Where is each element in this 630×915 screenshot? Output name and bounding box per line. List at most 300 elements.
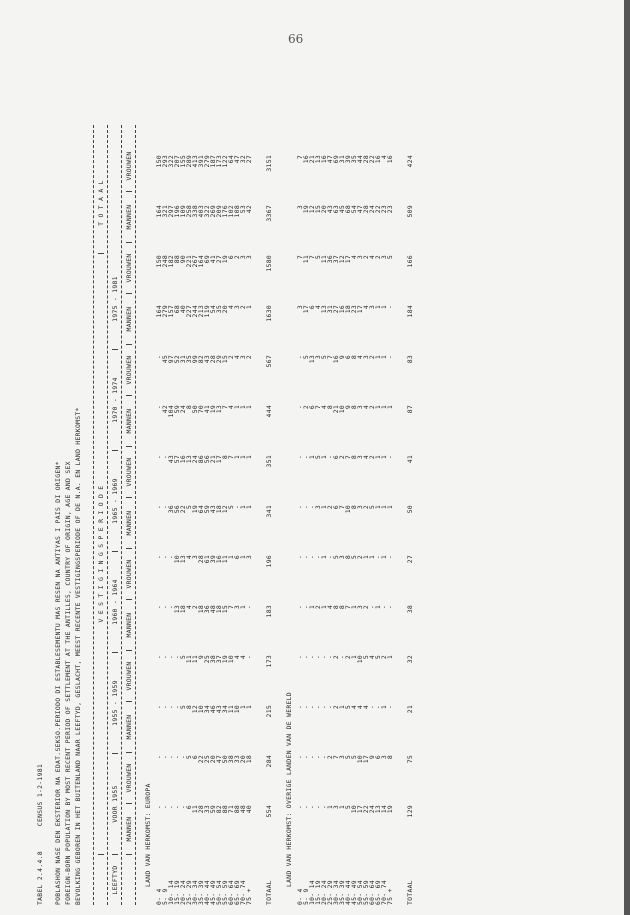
table-cell: 13 [215, 405, 223, 414]
table-cell: 5 [344, 755, 352, 760]
table-cell: 23 [386, 205, 394, 214]
table-cell: 6 [332, 505, 340, 510]
table-cell: 45 [338, 205, 346, 214]
table-cell: 41 [203, 405, 211, 414]
table-cell: 97 [167, 355, 175, 364]
table-cell: 2 [380, 655, 388, 660]
table-caption [37, 125, 43, 905]
table-cell: 1 [374, 505, 382, 510]
table-cell: - [302, 805, 310, 810]
table-cell: 2 [191, 605, 199, 610]
table-cell: - [374, 555, 382, 560]
table-cell: 1 [308, 605, 316, 610]
table-cell: 48 [209, 605, 217, 614]
header-rule [135, 125, 136, 905]
table-cell: - [296, 805, 304, 810]
table-cell: 16 [332, 355, 340, 364]
table-cell: 297 [167, 205, 175, 218]
period-header: 1965 - 1969 [112, 451, 118, 552]
table-body [145, 125, 413, 905]
period-header: 1975 - 1981 [112, 249, 118, 350]
table-cell: 2 [338, 455, 346, 460]
table-cell: - [161, 505, 169, 510]
total-cell: 184 [406, 305, 414, 318]
table-cell: 47 [326, 155, 334, 164]
age-label: 10- 14 [308, 880, 316, 905]
table-cell: - [326, 455, 334, 460]
table-cell: - [296, 655, 304, 660]
table-cell: 4 [185, 605, 193, 610]
table-id: TABEL 2.4.4.8 [36, 851, 44, 905]
table-cell: 3 [368, 305, 376, 310]
age-label: 70- 74 [239, 880, 247, 905]
table-cell: - [161, 705, 169, 710]
table-cell: 64 [197, 505, 205, 514]
age-label: 55- 59 [221, 880, 229, 905]
table-cell: - [308, 755, 316, 760]
table-cell: - [167, 655, 175, 660]
table-cell: 3 [356, 255, 364, 260]
table-cell: 47 [356, 205, 364, 214]
table-cell: 8 [350, 455, 358, 460]
table-cell: - [302, 655, 310, 660]
table-cell: 17 [215, 455, 223, 464]
table-cell: 13 [179, 555, 187, 564]
table-cell: - [326, 555, 334, 560]
table-cell: - [179, 805, 187, 810]
table-cell: - [179, 755, 187, 760]
table-cell: - [326, 655, 334, 660]
table-cell: - [314, 705, 322, 710]
age-label: 40- 44 [344, 880, 352, 905]
table-cell: 1 [338, 705, 346, 710]
table-cell: 3 [356, 405, 364, 410]
sex-header: VROUWEN [126, 753, 132, 804]
table-cell: 3 [356, 505, 364, 510]
table-cell: 119 [203, 305, 211, 318]
table-cell: 69 [203, 255, 211, 264]
table-cell: 36 [167, 505, 175, 514]
table-cell: 1 [380, 705, 388, 710]
age-label: 20- 24 [179, 880, 187, 905]
table-cell: - [155, 655, 163, 660]
table-cell: 176 [221, 205, 229, 218]
total-cell: 166 [406, 255, 414, 268]
table-cell: 108 [233, 205, 241, 218]
age-label: 50- 54 [356, 880, 364, 905]
table-cell: 1 [350, 605, 358, 610]
table-cell: 4 [314, 305, 322, 310]
table-cell: - [386, 555, 394, 560]
table-cell: - [167, 555, 175, 560]
table-cell: 13 [314, 155, 322, 164]
table-cell: 11 [185, 655, 193, 664]
table-cell: 8 [332, 605, 340, 610]
table-cell: 33 [233, 755, 241, 764]
table-cell: 16 [215, 555, 223, 564]
total-cell: 3151 [265, 155, 273, 172]
table-cell: 52 [173, 355, 181, 364]
table-cell: 322 [203, 205, 211, 218]
total-cell: 444 [265, 405, 273, 418]
table-cell: 17 [344, 255, 352, 264]
table-cell: 28 [209, 355, 217, 364]
table-cell: 213 [197, 305, 205, 318]
table-cell: 20 [209, 755, 217, 764]
table-cell: 54 [350, 205, 358, 214]
total-cell: 284 [265, 755, 273, 768]
table-cell: 17 [362, 755, 370, 764]
table-cell: 22 [362, 805, 370, 814]
table-cell: 40 [179, 305, 187, 314]
table-cell: 47 [233, 155, 241, 164]
total-cell: 1580 [265, 255, 273, 272]
header-group-row [96, 125, 105, 905]
age-label: 10- 14 [167, 880, 175, 905]
table-cell: 12 [308, 205, 316, 214]
table-cell: 10 [233, 705, 241, 714]
table-cell: 1 [245, 455, 253, 460]
table-cell: - [167, 605, 175, 610]
table-cell: 69 [332, 155, 340, 164]
table-cell: - [374, 705, 382, 710]
page-number: 66 [288, 32, 304, 46]
table-cell: 40 [245, 805, 253, 814]
sex-header: MANNEN [126, 600, 132, 651]
table-cell: 5 [179, 655, 187, 660]
table-cell: 1 [380, 355, 388, 360]
table-cell: 4 [239, 655, 247, 660]
total-cell: 3367 [265, 205, 273, 222]
table-cell: 90 [179, 255, 187, 264]
table-cell: - [155, 455, 163, 460]
table-cell: 3 [233, 605, 241, 610]
table-cell: 5 [179, 705, 187, 710]
table-cell: 258 [185, 205, 193, 218]
table-cell: 8 [221, 455, 229, 460]
sex-header: VROUWEN [126, 345, 132, 396]
table-cell: 413 [191, 155, 199, 168]
table-cell: - [155, 605, 163, 610]
table-cell: 3 [338, 755, 346, 760]
table-cell: 7 [221, 405, 229, 410]
table-cell: - [338, 655, 346, 660]
table-cell: 1 [308, 455, 316, 460]
table-cell: - [308, 505, 316, 510]
table-cell: 164 [155, 205, 163, 218]
age-label: 40- 44 [203, 880, 211, 905]
sex-header: MANNEN [126, 294, 132, 345]
table-cell: 50 [221, 755, 229, 764]
table-cell: 11 [221, 555, 229, 564]
table-cell: 1 [374, 405, 382, 410]
table-cell: 7 [344, 455, 352, 460]
table-cell: 41 [209, 255, 217, 264]
table-cell: - [308, 805, 316, 810]
table-cell: - [161, 655, 169, 660]
table-cell: - [167, 705, 175, 710]
table-cell: - [314, 555, 322, 560]
table-cell: - [296, 705, 304, 710]
age-label: 60- 64 [368, 880, 376, 905]
table-cell: - [302, 605, 310, 610]
table-cell: 244 [191, 305, 199, 318]
table-cell: 207 [173, 155, 181, 168]
table-cell: 2 [368, 405, 376, 410]
table-cell: 2 [344, 655, 352, 660]
title-english: FOREIGN-BORN POPULATION BY MOST RECENT PERIOD OF SETTLEMENT AT THE ANTILLES, COUNTRY OF ORIGIN, AGE AND SEX [64, 461, 72, 905]
table-row [387, 125, 393, 905]
table-cell: 4 [362, 305, 370, 310]
table-cell: 10 [344, 505, 352, 514]
table-cell: 17 [302, 305, 310, 314]
table-cell: 1 [350, 655, 358, 660]
table-cell: 3 [296, 305, 304, 310]
total-cell: 27 [406, 555, 414, 564]
table-cell: 5 [320, 355, 328, 360]
table-cell: 104 [167, 405, 175, 418]
table-cell: 5 [332, 555, 340, 560]
table-cell: 7 [344, 605, 352, 610]
table-cell: 2 [326, 755, 334, 760]
total-cell: 351 [265, 455, 273, 468]
table-cell: 50 [191, 405, 199, 414]
total-cell: 509 [406, 205, 414, 218]
table-cell: 5 [386, 255, 394, 260]
total-label: TOTAAL [406, 880, 414, 905]
age-label: 20- 24 [320, 880, 328, 905]
table-cell: - [386, 305, 394, 310]
table-cell: 1 [320, 455, 328, 460]
section-title: LAND VAN HERKOMST: OVERIGE LANDEN VAN DE WERELD [285, 692, 293, 887]
table-cell: 1 [380, 505, 388, 510]
table-cell: 2 [245, 355, 253, 360]
table-cell: 403 [197, 205, 205, 218]
table-cell: 17 [356, 305, 364, 314]
table-cell: 59 [173, 405, 181, 414]
total-cell: 32 [406, 655, 414, 664]
table-cell: 109 [179, 205, 187, 218]
table-cell: 21 [209, 455, 217, 464]
table-cell: 8 [386, 755, 394, 760]
table-cell: 9 [338, 355, 346, 360]
table-cell: 33 [203, 805, 211, 814]
table-cell: 25 [203, 655, 211, 664]
table-cell: 19 [191, 505, 199, 514]
table-cell: 150 [155, 155, 163, 168]
total-cell: 183 [265, 605, 273, 618]
table-cell: 36 [203, 605, 211, 614]
table-cell: - [155, 355, 163, 360]
table-cell: 2 [362, 605, 370, 610]
table-cell: - [155, 505, 163, 510]
total-cell: 173 [265, 655, 273, 668]
table-cell: - [155, 405, 163, 410]
table-cell: 8 [185, 705, 193, 710]
table-cell: 321 [161, 205, 169, 218]
table-cell: - [161, 455, 169, 460]
table-cell: 14 [380, 805, 388, 814]
table-cell: 4 [320, 405, 328, 410]
table-cell: 68 [344, 205, 352, 214]
table-cell: 155 [179, 155, 187, 168]
table-cell: 42 [161, 405, 169, 414]
table-cell: 1 [386, 505, 394, 510]
table-cell: 227 [185, 305, 193, 318]
table-cell: 88 [173, 255, 181, 264]
total-cell: 196 [265, 555, 273, 568]
table-cell: 2 [302, 405, 310, 410]
table-cell: - [386, 455, 394, 460]
table-cell: 11 [302, 255, 310, 264]
table-cell: 11 [191, 805, 199, 814]
table-cell: - [161, 755, 169, 760]
table-cell: 1 [245, 505, 253, 510]
age-label: 65- 69 [233, 880, 241, 905]
table-cell: 2 [227, 355, 235, 360]
table-cell: - [320, 755, 328, 760]
table-cell: 45 [161, 355, 169, 364]
table-cell: 23 [380, 205, 388, 214]
table-cell: 2 [314, 605, 322, 610]
table-cell: 248 [161, 255, 169, 268]
table-cell: 43 [215, 705, 223, 714]
table-cell: 25 [203, 755, 211, 764]
table-cell: 122 [221, 155, 229, 168]
table-cell: 9 [197, 655, 205, 660]
table-cell: 27 [332, 305, 340, 314]
header-rule [107, 125, 108, 905]
table-cell: 150 [155, 255, 163, 268]
table-cell: 8 [350, 505, 358, 510]
total-label: TOTAAL [265, 880, 273, 905]
rotated-table-page [25, 125, 465, 905]
table-cell: 48 [239, 805, 247, 814]
table-cell: 5 [350, 755, 358, 760]
age-label: 15- 19 [314, 880, 322, 905]
table-cell: - [326, 705, 334, 710]
table-cell: 27 [245, 155, 253, 164]
table-cell: 20 [320, 205, 328, 214]
table-cell: - [386, 705, 394, 710]
table-row [246, 125, 252, 905]
sex-header: MANNEN [126, 498, 132, 549]
sex-header: VROUWEN [126, 549, 132, 600]
table-cell: 3 [338, 555, 346, 560]
total-cell: 41 [406, 455, 414, 464]
table-cell: 1 [368, 555, 376, 560]
table-cell: 6 [233, 555, 241, 560]
table-cell: 1 [386, 405, 394, 410]
age-label: 30- 34 [332, 880, 340, 905]
table-cell: 7 [326, 355, 334, 360]
table-cell: - [173, 655, 181, 660]
table-cell: 22 [368, 155, 376, 164]
age-label: 60- 64 [227, 880, 235, 905]
table-cell: - [296, 505, 304, 510]
table-cell: 1 [320, 505, 328, 510]
table-cell: 7 [332, 755, 340, 760]
table-cell: 28 [362, 205, 370, 214]
table-cell: 18 [245, 755, 253, 764]
table-cell: 16 [374, 155, 382, 164]
total-cell: 87 [406, 405, 414, 414]
table-cell: 3 [314, 355, 322, 360]
table-cell: - [245, 655, 253, 660]
table-cell: 18 [179, 605, 187, 614]
table-cell: 59 [209, 805, 217, 814]
table-cell: 4 [227, 405, 235, 410]
table-cell: 24 [191, 455, 199, 464]
age-label: 15- 19 [173, 880, 181, 905]
header-sex-row [124, 125, 133, 905]
table-cell: 16 [302, 155, 310, 164]
table-cell: 28 [197, 805, 205, 814]
table-cell: 18 [197, 605, 205, 614]
table-cell: 1 [239, 705, 247, 710]
total-cell: 567 [265, 355, 273, 368]
table-cell: 13 [308, 355, 316, 364]
table-cell: 61 [203, 555, 211, 564]
table-cell: - [167, 755, 175, 760]
table-cell: 7 [227, 605, 235, 610]
table-cell: - [173, 755, 181, 760]
table-cell: - [155, 755, 163, 760]
table-cell: 23 [350, 305, 358, 314]
table-cell: 182 [167, 255, 175, 268]
table-cell: - [302, 555, 310, 560]
table-cell: - [296, 555, 304, 560]
total-cell: 50 [406, 505, 414, 514]
total-cell: 21 [406, 705, 414, 714]
table-cell: 8 [185, 405, 193, 410]
table-cell: - [161, 605, 169, 610]
table-cell: 2 [368, 455, 376, 460]
table-cell: 88 [233, 805, 241, 814]
table-cell: 4 [368, 655, 376, 660]
table-cell: 6 [344, 355, 352, 360]
table-cell: 24 [368, 805, 376, 814]
table-cell: 3 [332, 805, 340, 810]
table-cell: 7 [296, 255, 304, 260]
age-label: 70- 74 [380, 880, 388, 905]
table-cell: 279 [203, 155, 211, 168]
title-dutch: BEVOLKING GEBOREN IN HET BUITENLAND NAAR LEEFTYD, GESLACHT, MEEST RECENTE VESTIGINGSPERIODE OF DE N.A. EN LAND HERKOMST* [74, 407, 82, 905]
table-cell: 10 [350, 805, 358, 814]
table-cell: 3 [362, 355, 370, 360]
table-cell: 12 [191, 705, 199, 714]
table-cell: 9 [344, 405, 352, 410]
table-cell: 18 [215, 605, 223, 614]
table-cell: 1 [233, 455, 241, 460]
age-label: 50- 54 [215, 880, 223, 905]
table-cell: 8 [350, 355, 358, 360]
table-cell: 5 [227, 505, 235, 510]
table-cell: 7 [296, 155, 304, 160]
table-cell: 4 [362, 455, 370, 460]
table-cell: 10 [197, 705, 205, 714]
table-cell: 20 [221, 305, 229, 314]
title-papiamentu: POBLASHON NASE DEN EKSTERIOR NA EDAT.SEKSO.PERIODO DI ESTABLESEMENTU MAS RESEN NA ANTIYAS I PAIS DI ORIGEN* [54, 461, 62, 905]
table-cell: 42 [245, 205, 253, 214]
total-cell: 83 [406, 355, 414, 364]
sex-header: MANNEN [126, 702, 132, 753]
table-cell: 22 [179, 505, 187, 514]
table-cell: 1 [338, 805, 346, 810]
table-cell: 16 [320, 155, 328, 164]
table-cell: 10 [356, 655, 364, 664]
table-cell: 68 [173, 305, 181, 314]
